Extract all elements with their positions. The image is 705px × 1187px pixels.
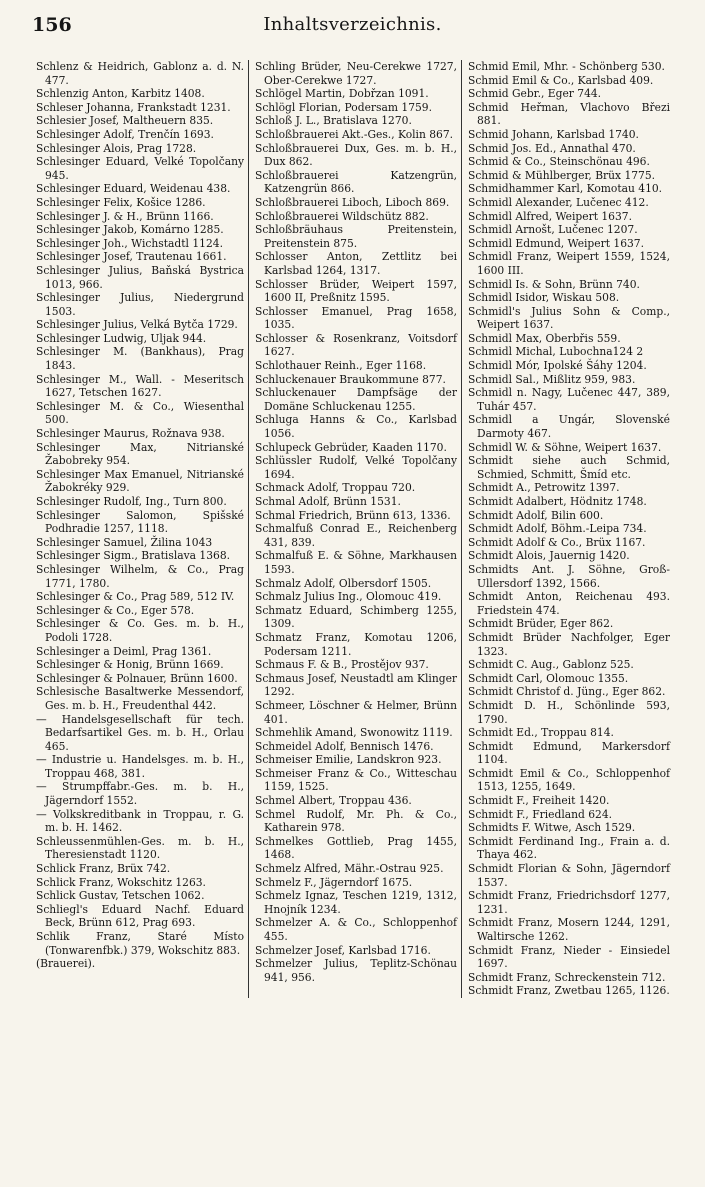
index-entry: Schmidt Ed., Troppau 814. <box>468 726 614 740</box>
index-entry: Schmidt F., Freiheit 1420. <box>468 794 610 808</box>
index-entry: Schlesinger Ludwig, Uljak 944. <box>36 331 207 345</box>
index-entry: Schmidl W. & Söhne, Weipert 1637. <box>468 440 662 454</box>
index-entry: Schlesinger Rudolf, Ing., Turn 800. <box>36 495 227 508</box>
index-entry: Schmidl Is. & Sohn, Brünn 740. <box>468 277 640 291</box>
index-entry: Schmidts Ant. J. Söhne, Groß-Ullersdorf 1392, 1566. <box>468 562 670 590</box>
index-entry: (Brauerei). <box>36 957 96 971</box>
index-entry: Schmidl Arnošt, Lučenec 1207. <box>468 223 638 237</box>
index-entry: — Handelsgesellschaft für tech. Bedarfsartikel Ges. m. b. H., Orlau 465. <box>36 712 244 753</box>
index-entry: Schmal Adolf, Brünn 1531. <box>255 495 401 508</box>
index-entry: Schlögl Florian, Podersam 1759. <box>255 100 432 114</box>
index-entry: Schmelzer Josef, Karlsbad 1716. <box>255 943 431 957</box>
index-entry: Schmidt A., Petrowitz 1397. <box>468 481 620 495</box>
index-entry: Schloß J. L., Bratislava 1270. <box>255 114 412 128</box>
index-entry: Schmidt Adolf & Co., Brüx 1167. <box>468 535 646 549</box>
index-entry: Schlesinger M. (Bankhaus), Prag 1843. <box>36 345 244 373</box>
index-entry: Schmidl n. Nagy, Lučenec 447, 389, Tuhár 457. <box>468 386 670 413</box>
index-entry: Schlesinger Sigm., Bratislava 1368. <box>36 549 231 563</box>
index-entry: Schmelz F., Jägerndorf 1675. <box>255 875 413 889</box>
index-entry: Schmidt Emil & Co., Schloppenhof 1513, 1255, 1649. <box>468 766 670 794</box>
index-entry: Schmalz Adolf, Olbersdorf 1505. <box>255 576 432 590</box>
index-entry: Schmid Emil, Mhr. - Schönberg 530. <box>468 60 665 73</box>
index-entry: Schlüssler Rudolf, Velké Topolčany 1694. <box>255 454 457 481</box>
index-entry: Schmidt Florian & Sohn, Jägerndorf 1537. <box>468 862 670 889</box>
index-entry: Schlesinger & Honig, Brünn 1669. <box>36 658 224 672</box>
index-entry: Schlick Gustav, Tetschen 1062. <box>36 889 205 903</box>
index-entry: Schmatz Franz, Komotau 1206, Podersam 1211. <box>255 630 457 658</box>
index-entry: Schlesinger & Co., Eger 578. <box>36 603 195 617</box>
index-entry: Schlesinger & Co., Prag 589, 512 IV. <box>36 590 235 604</box>
index-entry: Schlosser Anton, Zettlitz bei Karlsbad 1264, 1317. <box>255 250 457 277</box>
index-entry: Schloßbrauerei Wildschütz 882. <box>255 209 429 223</box>
index-entry: Schmaus F. & B., Prostějov 937. <box>255 658 429 672</box>
index-entry: Schmidl Sal., Mißlitz 959, 983. <box>468 372 636 386</box>
index-entry: Schmidt Adolf, Bilin 600. <box>468 508 604 522</box>
page-number: 156 <box>32 14 72 36</box>
index-entry: Schmidl Max, Oberbřis 559. <box>468 331 621 345</box>
index-entry: Schmidt Alois, Jauernig 1420. <box>468 549 630 563</box>
index-entry: Schmidl Franz, Weipert 1559, 1524, 1600 III. <box>468 250 670 277</box>
index-entry: Schmidl Alexander, Lučenec 412. <box>468 195 649 209</box>
index-entry: Schmidt F., Friedland 624. <box>468 807 613 821</box>
index-entry: Schlesinger M. & Co., Wiesenthal 500. <box>36 399 244 427</box>
index-entry: Schlesinger Max Emanuel, Nitrianské Žabokréky 929. <box>36 467 244 495</box>
index-entry: Schmidl a Ungár, Slovenské Darmoty 467. <box>468 413 670 441</box>
index-entry: Schmalfuß E. & Söhne, Markhausen 1593. <box>255 549 457 576</box>
index-entry: Schlupeck Gebrüder, Kaaden 1170. <box>255 440 447 454</box>
index-entry: Schmeidel Adolf, Bennisch 1476. <box>255 739 434 753</box>
index-entry: Schlesinger Wilhelm, & Co., Prag 1771, 1780. <box>36 562 244 590</box>
index-entry: Schmidt Franz, Friedrichsdorf 1277, 1231. <box>468 889 670 916</box>
index-columns <box>30 60 695 998</box>
index-entry: Schloßbrauerei Liboch, Liboch 869. <box>255 195 450 209</box>
index-entry: Schmidl Isidor, Wiskau 508. <box>468 291 620 305</box>
index-entry: Schloßbrauerei Dux, Ges. m. b. H., Dux 862. <box>255 141 457 169</box>
index-entry: Schlesinger Julius, Baňská Bystrica 1013, 966. <box>36 263 244 291</box>
index-entry: Schlesinger a Deiml, Prag 1361. <box>36 644 212 658</box>
index-entry: Schloßbrauerei Katzengrün, Katzengrün 866. <box>255 168 457 196</box>
index-entry: Schmehlik Amand, Swonowitz 1119. <box>255 726 453 740</box>
index-entry: Schmal Friedrich, Brünn 613, 1336. <box>255 508 451 522</box>
index-entry: Schloßbrauerei Akt.-Ges., Kolin 867. <box>255 127 454 141</box>
index-entry: Schlesinger & Polnauer, Brünn 1600. <box>36 671 238 685</box>
index-entry: — Industrie u. Handelsges. m. b. H., Troppau 468, 381. <box>36 753 244 780</box>
index-entry: Schlothauer Reinh., Eger 1168. <box>255 359 427 373</box>
index-entry: Schmid Johann, Karlsbad 1740. <box>468 127 639 141</box>
index-entry: Schlesinger Julius, Niedergrund 1503. <box>36 291 244 318</box>
index-entry: Schmidl Mór, Ipolské Šáhy 1204. <box>468 359 647 373</box>
index-entry: Schmid Heřman, Vlachovo Březi 881. <box>468 100 670 128</box>
index-entry: Schlesinger Alois, Prag 1728. <box>36 141 197 155</box>
index-entry: — Strumpffabr.-Ges. m. b. H., Jägerndorf 1552. <box>36 780 244 808</box>
index-entry: Schluckenauer Dampfsäge der Domäne Schluckenau 1255. <box>255 386 457 413</box>
index-entry: Schmidt C. Aug., Gablonz 525. <box>468 658 634 672</box>
index-entry: Schmeiser Franz & Co., Witteschau 1159, 1525. <box>255 766 457 794</box>
index-entry: Schlesinger J. & H., Brünn 1166. <box>36 209 214 223</box>
index-entry: Schmid Emil & Co., Karlsbad 409. <box>468 73 654 87</box>
index-entry: Schlesinger Maurus, Rožnava 938. <box>36 427 225 441</box>
index-entry: Schmelzer A. & Co., Schloppenhof 455. <box>255 916 457 943</box>
index-entry: Schlesinger Samuel, Žilina 1043 <box>36 535 213 549</box>
index-entry: Schlosser Emanuel, Prag 1658, 1035. <box>255 304 457 332</box>
index-entry: Schlesinger Eduard, Weidenau 438. <box>36 182 231 196</box>
index-entry: Schmelz Ignaz, Teschen 1219, 1312, Hnojník 1234. <box>255 889 457 916</box>
index-entry: Schmidl Michal, Lubochna124 2 <box>468 345 644 359</box>
index-entry: Schlesische Basaltwerke Messendorf, Ges. m. b. H., Freudenthal 442. <box>36 685 244 712</box>
index-entry: Schleussenmühlen-Ges. m. b. H., Theresienstadt 1120. <box>36 834 244 862</box>
index-entry: Schmatz Eduard, Schimberg 1255, 1309. <box>255 603 457 631</box>
index-entry: Schmidt D. H., Schönlinde 593, 1790. <box>468 698 670 726</box>
index-entry: Schlosser & Rosenkranz, Voitsdorf 1627. <box>255 331 457 359</box>
index-entry: Schmack Adolf, Troppau 720. <box>255 481 416 495</box>
index-entry: Schmeiser Emilie, Landskron 923. <box>255 753 442 767</box>
index-entry: Schlesinger M., Wall. - Meseritsch 1627, Tetschen 1627. <box>36 372 244 400</box>
index-entry: Schmalz Julius Ing., Olomouc 419. <box>255 590 442 604</box>
index-entry: Schmid Gebr., Eger 744. <box>468 87 602 101</box>
index-entry: Schmidt Brüder, Eger 862. <box>468 617 614 631</box>
index-entry: Schluga Hanns & Co., Karlsbad 1056. <box>255 413 457 441</box>
index-entry: Schlosser Brüder, Weipert 1597, 1600 II, Preßnitz 1595. <box>255 277 457 305</box>
index-entry: Schlesinger Jakob, Komárno 1285. <box>36 223 224 237</box>
index-entry: Schlesinger Max, Nitrianské Žabobreky 954. <box>36 440 244 468</box>
index-entry: Schmelz Alfred, Mähr.-Ostrau 925. <box>255 862 444 876</box>
index-entry: Schmidt Christof d. Jüng., Eger 862. <box>468 685 666 699</box>
index-entry: Schmidt Franz, Nieder - Einsiedel 1697. <box>468 943 670 971</box>
index-entry: Schmidt Franz, Mosern 1244, 1291, Waltirsche 1262. <box>468 916 670 943</box>
index-entry: Schmidt Adalbert, Hödnitz 1748. <box>468 495 647 508</box>
index-entry: Schmidt Franz, Zwetbau 1265, 1126. <box>468 984 670 998</box>
index-entry: Schlesinger & Co. Ges. m. b. H., Podoli 1728. <box>36 617 244 644</box>
index-entry: Schmid & Co., Steinschönau 496. <box>468 155 650 169</box>
index-column-1 <box>30 60 248 998</box>
index-entry: Schmidt Carl, Olomouc 1355. <box>468 671 629 685</box>
index-entry: Schmeer, Löschner & Helmer, Brünn 401. <box>255 698 457 726</box>
index-entry: Schlick Franz, Wokschitz 1263. <box>36 875 206 889</box>
page-title: Inhaltsverzeichnis. <box>263 14 442 35</box>
index-column-2 <box>248 60 461 998</box>
index-entry: Schlesinger Julius, Velká Bytča 1729. <box>36 318 238 332</box>
index-entry: Schling Brüder, Neu-Cerekwe 1727, Ober-Cerekwe 1727. <box>255 60 457 87</box>
index-entry: Schlögel Martin, Dobřzan 1091. <box>255 87 429 101</box>
index-entry: Schleser Johanna, Frankstadt 1231. <box>36 100 231 114</box>
index-entry: — Volkskreditbank in Troppau, r. G. m. b. H. 1462. <box>36 807 244 835</box>
index-entry: Schlesinger Salomon, Spišské Podhradie 1257, 1118. <box>36 508 244 536</box>
index-entry: Schmelkes Gottlieb, Prag 1455, 1468. <box>255 834 457 862</box>
index-entry: Schmaus Josef, Neustadtl am Klinger 1292. <box>255 671 457 699</box>
index-entry: Schmidt Brüder Nachfolger, Eger 1323. <box>468 630 670 658</box>
index-entry: Schmidt Anton, Reichenau 493. Friedstein 474. <box>468 590 670 617</box>
index-column-3 <box>461 60 674 998</box>
index-entry: Schmidl Alfred, Weipert 1637. <box>468 209 632 223</box>
index-entry: Schmel Albert, Troppau 436. <box>255 794 412 808</box>
index-entry: Schlesinger Felix, Košice 1286. <box>36 195 206 209</box>
index-entry: Schmid Jos. Ed., Annathal 470. <box>468 141 636 155</box>
index-entry: Schmidt Ferdinand Ing., Frain a. d. Thaya 462. <box>468 834 670 862</box>
index-entry: Schlesinger Eduard, Velké Topolčany 945. <box>36 155 244 182</box>
index-entry: Schmelzer Julius, Teplitz-Schönau 941, 956. <box>255 957 457 984</box>
index-entry: Schmidt Franz, Schreckenstein 712. <box>468 970 666 984</box>
index-entry: Schmidl's Julius Sohn & Comp., Weipert 1637. <box>468 304 670 332</box>
index-entry: Schlik Franz, Staré Místo (Tonwarenfbk.) 379, Wokschitz 883. <box>36 930 244 957</box>
index-entry: Schluckenauer Braukommune 877. <box>255 372 446 386</box>
index-entry: Schlesinger Adolf, Trenčín 1693. <box>36 127 214 141</box>
index-entry: Schmel Rudolf, Mr. Ph. & Co., Katharein 978. <box>255 807 457 835</box>
index-entry: Schmidt Adolf, Böhm.-Leipa 734. <box>468 522 647 536</box>
index-entry: Schlesinger Joh., Wichstadtl 1124. <box>36 236 223 250</box>
index-entry: Schlesier Josef, Maltheuern 835. <box>36 114 214 128</box>
index-entry: Schliegl's Eduard Nachf. Eduard Beck, Brünn 612, Prag 693. <box>36 902 244 930</box>
index-entry: Schlick Franz, Brüx 742. <box>36 862 171 876</box>
index-entry: Schlenz & Heidrich, Gablonz a. d. N. 477. <box>36 60 244 87</box>
index-entry: Schmid & Mühlberger, Brüx 1775. <box>468 168 656 182</box>
index-entry: Schmalfuß Conrad E., Reichenberg 431, 839. <box>255 522 457 549</box>
index-entry: Schmidl Edmund, Weipert 1637. <box>468 236 644 250</box>
index-entry: Schlenzig Anton, Karbitz 1408. <box>36 87 205 101</box>
index-entry: Schmidt siehe auch Schmid, Schmied, Schmitt, Šmíd etc. <box>468 454 670 481</box>
index-entry: Schloßbräuhaus Preitenstein, Preitenstein 875. <box>255 223 457 250</box>
index-entry: Schmidts F. Witwe, Asch 1529. <box>468 821 636 835</box>
index-entry: Schmidt Edmund, Markersdorf 1104. <box>468 739 670 767</box>
index-entry: Schmidhammer Karl, Komotau 410. <box>468 182 663 196</box>
index-entry: Schlesinger Josef, Trautenau 1661. <box>36 250 227 264</box>
